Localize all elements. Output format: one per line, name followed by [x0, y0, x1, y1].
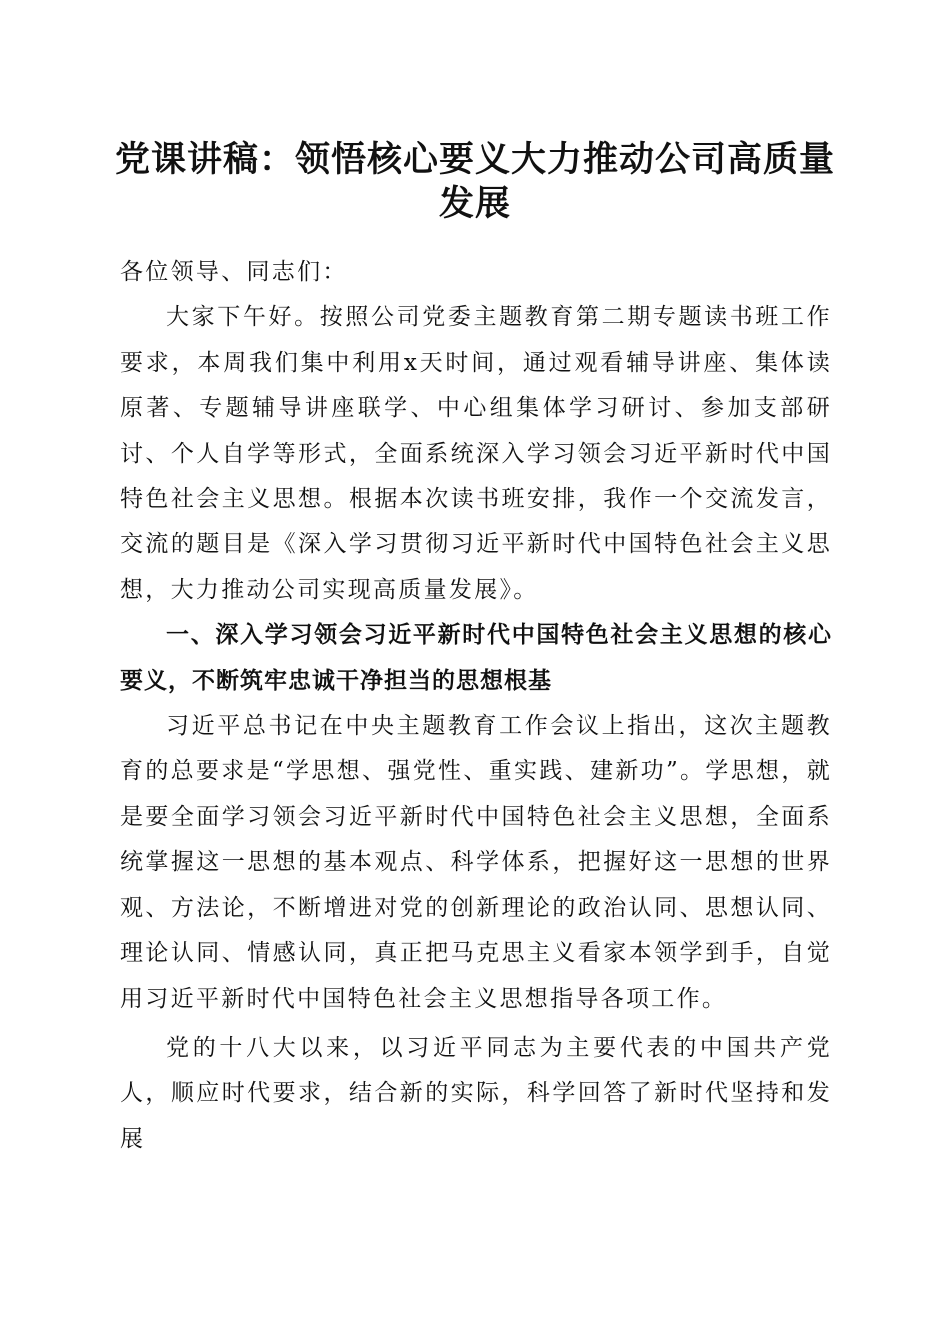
paragraph-intro: 大家下午好。按照公司党委主题教育第二期专题读书班工作要求，本周我们集中利用x天时间，通过观看辅导讲座、集体读原著、专题辅导讲座联学、中心组集体学习研讨、参加支部研讨、个人自学等形式，全面系统深入学习领会习近平新时代中国特色社会主义思想。根据本次读书班安排，我作一个交流发言，交流的题目是《深入学习贯彻习近平新时代中国特色社会主义思想，大力推动公司实现高质量发展》。	[120, 304, 832, 603]
paragraph-section-1-body: 习近平总书记在中央主题教育工作会议上指出，这次主题教育的总要求是“学思想、强党性、重实践、建新功”。学思想，就是要全面学习领会习近平新时代中国特色社会主义思想，全面系统掌握这一思想的基本观点、科学体系，把握好这一思想的世界观、方法论，不断增进对党的创新理论的政治认同、思想认同、理论认同、情感认同，真正把马克思主义看家本领学到手，自觉用习近平新时代中国特色社会主义思想指导各项工作。	[120, 713, 832, 1012]
paragraph-section-1-continued: 党的十八大以来，以习近平同志为主要代表的中国共产党人，顺应时代要求，结合新的实际，科学回答了新时代坚持和发展	[120, 1034, 832, 1152]
section-heading-1: 一、深入学习领会习近平新时代中国特色社会主义思想的核心要义，不断筑牢忠诚干净担当的思想根基	[120, 622, 832, 694]
document-title: 党课讲稿：领悟核心要义大力推动公司高质量发展	[114, 139, 835, 224]
salutation: 各位领导、同志们：	[120, 259, 348, 285]
document-body	[120, 250, 832, 1162]
